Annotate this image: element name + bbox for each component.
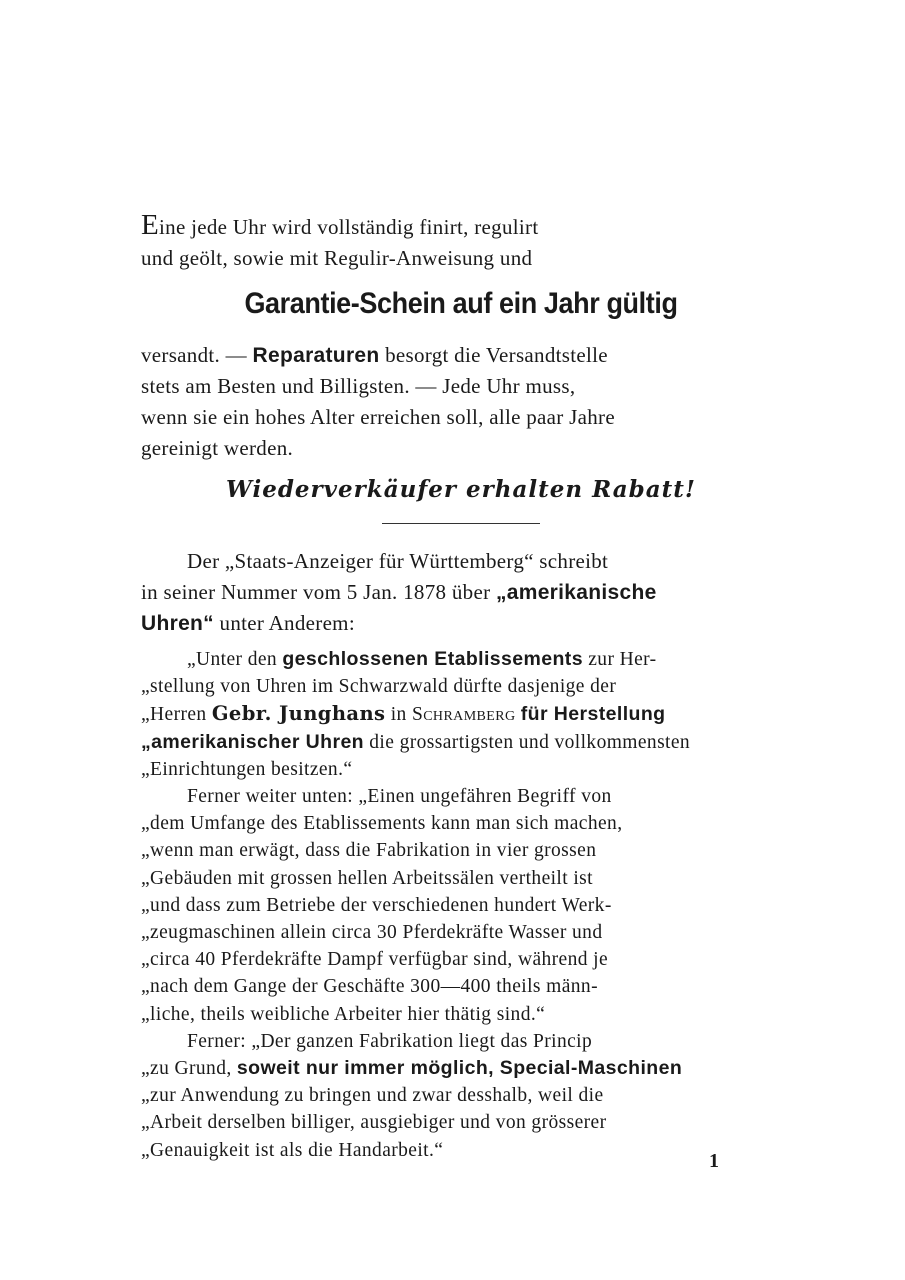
- quote-paragraph-1: [141, 646, 781, 783]
- quote-p1-line-3-b: in: [390, 704, 407, 726]
- quote-intro-line-2-a: in seiner Nummer vom 5 Jan. 1878 über: [141, 580, 491, 604]
- quote-p1-line-4-b: die grossartigsten und vollkommensten: [369, 731, 691, 753]
- quote-paragraph-2: [141, 783, 781, 1028]
- quote-p1-line-3-a: „Herren: [141, 704, 207, 726]
- repair-line-1: [141, 340, 781, 371]
- quote-p3-line-5: „Genauigkeit ist als die Handarbeit.“: [141, 1139, 444, 1161]
- repair-line-3: wenn sie ein hohes Alter erreichen soll, alle paar Jahre: [141, 405, 615, 429]
- clocks-bold-text: Uhren“: [141, 612, 214, 635]
- guarantee-heading: Garantie-Schein auf ein Jahr gültig: [244, 286, 678, 320]
- quote-p1-line-1: [141, 646, 781, 673]
- quote-p2-line-6: „zeugmaschinen allein circa 30 Pferdekräfte Wasser und: [141, 922, 603, 944]
- quote-p3-line-4: „Arbeit derselben billiger, ausgiebiger und von grösserer: [141, 1112, 607, 1134]
- quote-intro-line-3-b: unter Anderem:: [219, 611, 355, 635]
- quoted-text: [141, 646, 781, 1164]
- quote-p2-line-5: „und dass zum Betriebe der verschiedenen hundert Werk-: [141, 894, 612, 916]
- quote-p2-line-4: „Gebäuden mit grossen hellen Arbeitssälen vertheilt ist: [141, 867, 593, 889]
- reseller-discount-heading: Wiederverkäufer erhalten Rabatt!: [226, 476, 696, 503]
- quote-p3-line-3: „zur Anwendung zu bringen und zwar desshalb, weil die: [141, 1085, 604, 1107]
- quote-p1-line-3: [141, 700, 781, 728]
- manufacture-bold: für Herstellung: [520, 703, 666, 726]
- quote-p2-line-2: „dem Umfange des Etablissements kann man sich machen,: [141, 813, 623, 835]
- intro-line-1: [141, 210, 781, 243]
- repair-paragraph: [141, 340, 781, 464]
- quote-p2-line-1: Ferner weiter unten: „Einen ungefähren Begriff von: [187, 786, 612, 808]
- american-clocks-bold: „amerikanischer Uhren: [141, 730, 364, 753]
- drop-letter: E: [141, 209, 160, 241]
- quote-intro-paragraph: [141, 546, 781, 639]
- repair-line-1-b: besorgt die Versandtstelle: [385, 343, 608, 367]
- quote-paragraph-3: [141, 1028, 781, 1164]
- quote-p2-line-7: „circa 40 Pferdekräfte Dampf verfügbar sind, während je: [141, 949, 609, 971]
- quote-intro-line-1: Der „Staats-Anzeiger für Württemberg“ schreibt: [187, 549, 609, 573]
- repair-line-1-a: versandt. —: [141, 343, 247, 367]
- quote-p1-line-1-a: „Unter den: [187, 649, 278, 670]
- closed-establishments-bold: geschlossenen Etablissements: [282, 648, 583, 670]
- page-number: 1: [709, 1150, 719, 1172]
- quote-intro-line-3: [141, 608, 781, 639]
- special-machines-bold: soweit nur immer möglich, Special-Maschinen: [236, 1057, 683, 1080]
- american-bold-text: „amerikanische: [495, 581, 657, 604]
- divider-rule: [382, 523, 540, 524]
- quote-p3-line-1: Ferner: „Der ganzen Fabrikation liegt das Princip: [187, 1030, 593, 1052]
- quote-intro-line-2: [141, 577, 781, 608]
- intro-paragraph: [141, 210, 781, 274]
- quote-p2-line-9: „liche, theils weibliche Arbeiter hier thätig sind.“: [141, 1003, 546, 1025]
- quote-p3-line-2: [141, 1055, 781, 1082]
- quote-p1-line-1-b: zur Her-: [588, 649, 657, 670]
- quote-p2-line-3: „wenn man erwägt, dass die Fabrikation in vier grossen: [141, 840, 597, 862]
- intro-line-2: und geölt, sowie mit Regulir-Anweisung und: [141, 246, 533, 270]
- quote-p1-line-5: „Einrichtungen besitzen.“: [141, 758, 353, 780]
- quote-p2-line-8: „nach dem Gange der Geschäfte 300—400 theils männ-: [141, 976, 598, 998]
- quote-p1-line-2: „stellung von Uhren im Schwarzwald dürfte dasjenige der: [141, 676, 617, 698]
- repair-line-4: gereinigt werden.: [141, 436, 294, 460]
- quote-p1-line-4: [141, 729, 781, 756]
- junghans-bold: Gebr. Junghans: [211, 702, 386, 726]
- quote-p3-line-2-a: „zu Grund,: [141, 1058, 232, 1080]
- schramberg-caps: Schramberg: [411, 704, 516, 726]
- repairs-bold-text: Reparaturen: [252, 344, 380, 367]
- repair-line-2: stets am Besten und Billigsten. — Jede Uhr muss,: [141, 374, 576, 398]
- intro-line-1-text: ine jede Uhr wird vollständig finirt, regulirt: [159, 215, 539, 239]
